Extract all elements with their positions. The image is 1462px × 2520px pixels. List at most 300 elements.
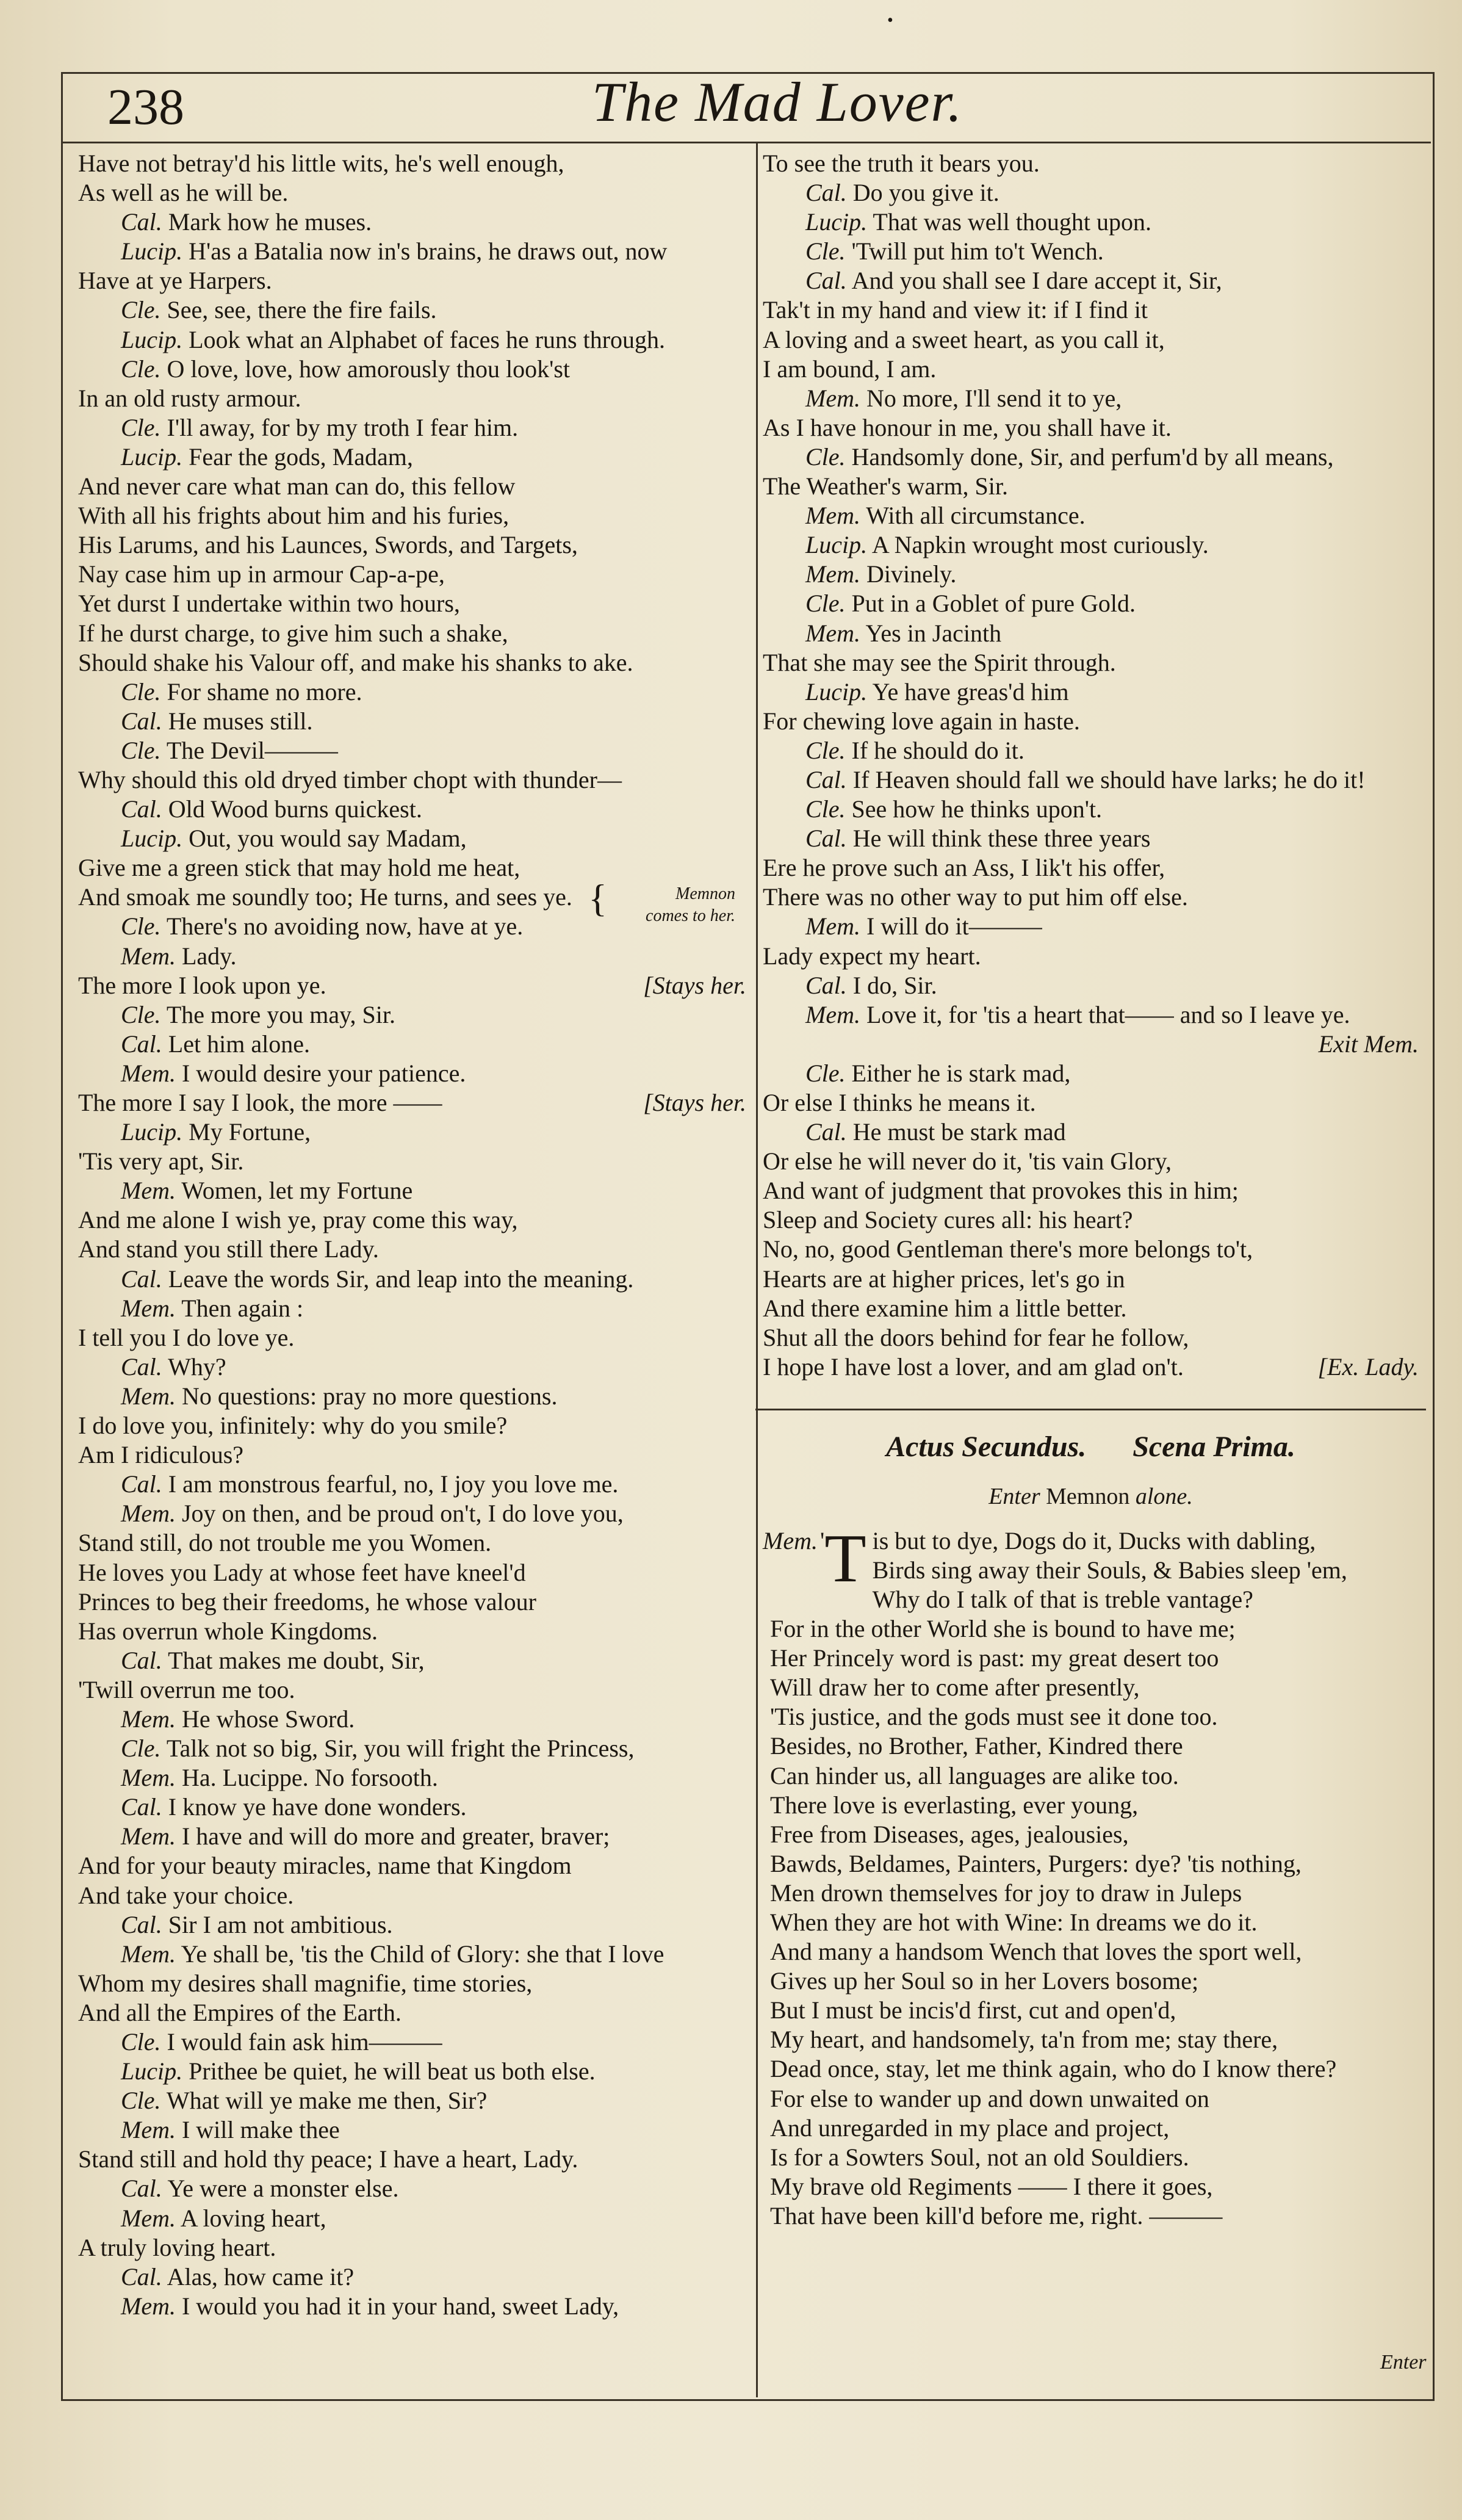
verse-line — [78, 971, 746, 1000]
speaker-name: Mem. — [121, 1382, 176, 1410]
line-text: And never care what man can do, this fellow — [78, 472, 516, 500]
verse-line: 'Tis justice, and the gods must see it done too. — [770, 1703, 1218, 1731]
verse-line — [763, 1265, 1419, 1294]
right-column-dialogue — [763, 149, 1419, 1382]
line-text: Out, you would say Madam, — [189, 825, 467, 853]
act-divider-rule — [755, 1382, 1426, 1410]
verse-line — [763, 1235, 1419, 1264]
speaker-name: Cle. — [805, 442, 846, 471]
line-text: Put in a Goblet of pure Gold. — [851, 590, 1136, 618]
line-text: I know ye have done wonders. — [168, 1793, 467, 1821]
verse-line — [78, 325, 746, 355]
verse-line: My brave old Regiments —— I there it goes, — [770, 2172, 1213, 2200]
verse-line — [78, 1000, 746, 1030]
line-text: Lady. — [181, 942, 237, 970]
line-text: And stand you still there Lady. — [78, 1235, 379, 1263]
line-text: The Devil——— — [166, 736, 338, 764]
line-text: He muses still. — [168, 707, 313, 735]
verse-line — [763, 295, 1419, 325]
speaker-name: Cal. — [805, 825, 847, 853]
verse-line — [763, 178, 1419, 208]
verse-line — [78, 2174, 746, 2203]
speaker-name: Cle. — [121, 413, 161, 441]
verse-line — [78, 1176, 746, 1205]
speaker-name: Mem. — [805, 384, 860, 412]
speaker-name: Cal. — [805, 765, 847, 793]
soliloquy-opening — [763, 1520, 1419, 1597]
verse-line — [78, 384, 746, 413]
speaker-name: Lucip. — [121, 1118, 183, 1146]
line-text: And there examine him a little better. — [763, 1294, 1127, 1322]
right-column — [763, 149, 1419, 2231]
verse-line — [763, 560, 1419, 589]
verse-line — [78, 560, 746, 589]
speaker-name: Cal. — [121, 1352, 162, 1381]
verse-line — [78, 1294, 746, 1323]
speaker-name: Cle. — [121, 1735, 161, 1763]
verse-line — [78, 1030, 746, 1059]
verse-line: For in the other World she is bound to have me; — [770, 1615, 1236, 1643]
line-text: Either he is stark mad, — [851, 1059, 1071, 1087]
verse-line — [78, 1822, 746, 1851]
verse-line: Why do I talk of that is treble vantage? — [872, 1585, 1253, 1613]
line-text: The more I look upon ye. — [78, 971, 326, 999]
line-text: I would desire your patience. — [181, 1059, 466, 1087]
verse-line — [78, 1969, 746, 1998]
line-text: Hearts are at higher prices, let's go in — [763, 1265, 1125, 1293]
verse-line — [78, 1851, 746, 1880]
line-text: Yes in Jacinth — [865, 619, 1002, 647]
line-text: A Napkin wrought most curiously. — [871, 531, 1209, 559]
verse-line — [78, 1587, 746, 1617]
speaker-name: Cal. — [121, 1470, 162, 1498]
line-text: And you shall see I dare accept it, Sir, — [851, 267, 1222, 295]
stage-direction: [Ex. Lady. — [1317, 1352, 1419, 1381]
line-text: I am monstrous fearful, no, I joy you love me. — [168, 1470, 619, 1498]
stage-direction: comes to her. — [646, 906, 735, 926]
line-text: Sir I am not ambitious. — [168, 1910, 393, 1938]
line-text: That makes me doubt, Sir, — [168, 1646, 425, 1674]
verse-line: That have been kill'd before me, right. ——— — [770, 2201, 1223, 2229]
speaker-name: Lucip. — [121, 2057, 183, 2085]
speaker-name: Cal. — [121, 1030, 162, 1058]
speaker-name: Cle. — [121, 2087, 161, 2115]
verse-line — [763, 707, 1419, 736]
line-text: Give me a green stick that may hold me heat, — [78, 854, 520, 882]
verse-line — [78, 1705, 746, 1734]
verse-line: Besides, no Brother, Father, Kindred there — [770, 1732, 1183, 1760]
line-text: The more I say I look, the more —— — [78, 1089, 442, 1116]
verse-line: And unregarded in my place and project, — [770, 2114, 1170, 2142]
line-text: If Heaven should fall we should have larks; he do it! — [852, 765, 1366, 793]
verse-line — [78, 824, 746, 853]
line-text: 'Twill overrun me too. — [78, 1675, 295, 1703]
speaker-name: Cal. — [121, 2262, 162, 2291]
verse-line — [78, 1998, 746, 2027]
line-text: Mark how he muses. — [168, 208, 372, 236]
line-text: What will ye make me then, Sir? — [166, 2087, 488, 2115]
line-text: There's no avoiding now, have at ye. — [166, 912, 524, 940]
catchword: Enter — [1380, 2351, 1427, 2374]
verse-line — [763, 149, 1419, 178]
verse-line — [78, 589, 746, 618]
verse-line — [763, 1117, 1419, 1147]
line-text: Let him alone. — [168, 1030, 310, 1058]
verse-line — [78, 442, 746, 472]
line-text: He must be stark mad — [852, 1118, 1066, 1146]
verse-line — [78, 648, 746, 677]
speaker-name: Cal. — [121, 1793, 162, 1821]
verse-line — [78, 1382, 746, 1411]
verse-line: And many a handsom Wench that loves the sport well, — [770, 1938, 1302, 1966]
line-text: For shame no more. — [167, 677, 362, 706]
line-text: And take your choice. — [78, 1881, 294, 1909]
verse-line: Gives up her Soul so in her Lovers bosome; — [770, 1967, 1199, 1995]
entry-verb: Enter — [988, 1483, 1040, 1509]
speaker-name: Mem. — [805, 502, 860, 530]
verse-line — [78, 2233, 746, 2262]
verse-line — [763, 912, 1419, 941]
line-text: Or else he will never do it, 'tis vain Glory, — [763, 1147, 1172, 1175]
speaker-name: Cle. — [121, 296, 161, 324]
act-title: Actus Secundus. — [886, 1430, 1087, 1463]
line-text: I am bound, I am. — [763, 355, 937, 383]
line-text: Then again : — [181, 1294, 304, 1322]
line-text: O love, love, how amorously thou look'st — [167, 355, 571, 383]
verse-line — [763, 413, 1419, 442]
line-text: A loving and a sweet heart, as you call it, — [763, 325, 1165, 353]
speaker-name: Cal. — [121, 1910, 162, 1938]
entry-rest: alone. — [1135, 1483, 1193, 1509]
line-text: I hope I have lost a lover, and am glad on't. — [763, 1352, 1184, 1381]
verse-line — [78, 2115, 746, 2145]
line-text: To see the truth it bears you. — [763, 150, 1040, 177]
line-text: No more, I'll send it to ye, — [866, 384, 1122, 412]
line-text: Handsomly done, Sir, and perfum'd by all means, — [851, 442, 1334, 471]
speaker-name: Cle. — [805, 590, 846, 618]
speaker-name: Cal. — [121, 795, 162, 823]
line-text: And smoak me soundly too; He turns, and sees ye. — [78, 883, 572, 911]
line-text: Look what an Alphabet of faces he runs through. — [189, 325, 666, 353]
verse-line — [763, 1205, 1419, 1235]
line-text: Talk not so big, Sir, you will fright the Princess, — [166, 1735, 635, 1763]
speaker-name: Mem. — [121, 2292, 176, 2320]
speaker-name: Mem. — [121, 1705, 176, 1733]
verse-line: For else to wander up and down unwaited on — [770, 2084, 1209, 2112]
speaker-name: Mem. — [805, 1000, 860, 1028]
speaker-name: Lucip. — [805, 531, 868, 559]
verse-line — [763, 1000, 1419, 1030]
verse-line — [78, 707, 746, 736]
line-text: 'Twill put him to't Wench. — [851, 237, 1104, 265]
verse-line — [78, 1323, 746, 1352]
line-text: There was no other way to put him off else. — [763, 883, 1188, 911]
speaker-name: Lucip. — [121, 237, 183, 265]
line-text: As well as he will be. — [78, 179, 289, 207]
verse-line — [78, 1646, 746, 1675]
verse-line — [763, 942, 1419, 971]
running-title: The Mad Lover. — [592, 71, 963, 133]
speaker-name: Cal. — [121, 1646, 162, 1674]
verse-line — [763, 1323, 1419, 1352]
speaker-name: Mem. — [121, 1294, 176, 1322]
line-text: Old Wood burns quickest. — [168, 795, 422, 823]
opening-quote: ' — [819, 1526, 825, 1554]
verse-line — [78, 1147, 746, 1176]
line-text: Ye were a monster else. — [167, 2175, 399, 2203]
line-text: And all the Empires of the Earth. — [78, 1998, 402, 2026]
line-text: Do you give it. — [852, 179, 999, 207]
speaker-name: Cal. — [805, 179, 847, 207]
verse-line — [763, 208, 1419, 237]
verse-line — [763, 266, 1419, 295]
line-text: Why? — [168, 1352, 226, 1381]
verse-line — [78, 413, 746, 442]
line-text: If he should do it. — [851, 736, 1024, 764]
speaker-name: Lucip. — [121, 325, 183, 353]
speaker-name: Mem. — [121, 1500, 176, 1528]
line-text: Tak't in my hand and view it: if I find it — [763, 296, 1148, 324]
verse-line — [78, 1734, 746, 1763]
line-text: I would you had it in your hand, sweet Lady, — [181, 2292, 619, 2320]
line-text: Nay case him up in armour Cap-a-pe, — [78, 560, 445, 588]
speaker-name: Cle. — [121, 2028, 161, 2056]
verse-line — [78, 178, 746, 208]
verse-line — [78, 1675, 746, 1705]
speaker-name: Mem. — [805, 912, 860, 940]
line-text: H'as a Batalia now in's brains, he draws out, now — [189, 237, 668, 265]
verse-line — [78, 1088, 746, 1117]
verse-line — [763, 853, 1419, 883]
line-text: That she may see the Spirit through. — [763, 648, 1116, 676]
verse-line — [78, 765, 746, 795]
verse-line — [78, 1910, 746, 1940]
verse-line — [78, 853, 746, 883]
verse-line — [78, 1059, 746, 1088]
line-text: See, see, there the fire fails. — [167, 296, 437, 324]
verse-line — [763, 971, 1419, 1000]
line-text: He will think these three years — [852, 825, 1151, 853]
soliloquy — [763, 1520, 1419, 2231]
verse-line — [78, 1352, 746, 1382]
verse-line — [78, 619, 746, 648]
verse-line — [763, 795, 1419, 824]
speaker-name: Cle. — [121, 912, 161, 940]
verse-line — [763, 1147, 1419, 1176]
line-text: Joy on then, and be proud on't, I do love you, — [181, 1500, 624, 1528]
speaker-name: Lucip. — [805, 677, 868, 706]
line-text: Why should this old dryed timber chopt with thunder— — [78, 765, 622, 793]
verse-line — [763, 619, 1419, 648]
speaker-name: Cle. — [121, 736, 161, 764]
drop-cap: T — [824, 1520, 866, 1597]
speaker-name: Mem. — [121, 942, 176, 970]
verse-line — [78, 237, 746, 266]
speaker-name: Mem. — [805, 560, 860, 588]
verse-line — [763, 472, 1419, 501]
line-text: Ye have greas'd him — [872, 677, 1069, 706]
verse-line — [78, 1940, 746, 1969]
verse-line: My heart, and handsomely, ta'n from me; stay there, — [770, 2026, 1278, 2054]
line-text: No questions: pray no more questions. — [181, 1382, 558, 1410]
line-text: His Larums, and his Launces, Swords, and Targets, — [78, 531, 578, 559]
verse-line — [763, 648, 1419, 677]
line-text: Shut all the doors behind for fear he follow, — [763, 1323, 1189, 1351]
verse-line — [763, 530, 1419, 560]
verse-line — [78, 1440, 746, 1470]
verse-line: Bawds, Beldames, Painters, Purgers: dye? 'tis nothing, — [770, 1849, 1302, 1877]
verse-line — [78, 1617, 746, 1646]
verse-line — [78, 795, 746, 824]
verse-line — [78, 677, 746, 707]
verse-line — [78, 472, 746, 501]
verse-line — [78, 1763, 746, 1793]
printers-mark: • — [887, 11, 893, 30]
line-text: With all his frights about him and his furies, — [78, 502, 510, 530]
verse-line — [763, 237, 1419, 266]
line-text: I tell you I do love ye. — [78, 1323, 295, 1351]
page-number: 238 — [107, 79, 184, 135]
stage-entry — [763, 1481, 1419, 1512]
header-rule — [61, 142, 1431, 143]
line-text: The more you may, Sir. — [166, 1000, 395, 1028]
verse-line — [78, 208, 746, 237]
line-text: Sleep and Society cures all: his heart? — [763, 1206, 1133, 1234]
line-text: Princes to beg their freedoms, he whose valour — [78, 1587, 536, 1616]
line-text: I do, Sir. — [852, 971, 937, 999]
line-text: In an old rusty armour. — [78, 384, 301, 412]
verse-line — [78, 149, 746, 178]
verse-line: Will draw her to come after presently, — [770, 1673, 1140, 1702]
verse-line — [763, 824, 1419, 853]
verse-line: Free from Diseases, ages, jealousies, — [770, 1820, 1129, 1848]
soliloquy-line-1: is but to dye, Dogs do it, Ducks with dabling, — [872, 1526, 1316, 1554]
verse-line — [78, 1528, 746, 1558]
speaker-name: Lucip. — [121, 442, 183, 471]
speaker-name: Cle. — [121, 677, 161, 706]
verse-line — [763, 589, 1419, 618]
verse-line — [78, 266, 746, 295]
line-text: Have at ye Harpers. — [78, 267, 272, 295]
speaker-name: Mem. — [121, 1764, 176, 1792]
line-text: Ere he prove such an Ass, I lik't his offer, — [763, 854, 1165, 882]
verse-line — [763, 1088, 1419, 1117]
line-text: No, no, good Gentleman there's more belongs to't, — [763, 1235, 1253, 1263]
speaker-name: Cle. — [805, 1059, 846, 1087]
verse-line — [763, 501, 1419, 530]
line-text: Yet durst I undertake within two hours, — [78, 590, 460, 618]
line-text: That was well thought upon. — [873, 208, 1152, 236]
verse-line — [763, 355, 1419, 384]
stage-direction: [Stays her. — [643, 971, 746, 999]
line-text: I will make thee — [181, 2116, 340, 2144]
left-column — [78, 149, 746, 2321]
verse-line — [78, 2262, 746, 2292]
stage-direction: Memnon — [675, 884, 735, 904]
verse-line — [78, 1881, 746, 1910]
verse-line — [763, 384, 1419, 413]
line-text: Women, let my Fortune — [181, 1177, 413, 1205]
speaker-name: Cle. — [121, 355, 161, 383]
verse-line: But I must be incis'd first, cut and open'd, — [770, 1996, 1176, 2024]
verse-line — [78, 2292, 746, 2321]
soliloquy-lines — [763, 1585, 1419, 2231]
verse-line — [78, 2027, 746, 2057]
verse-line — [78, 1235, 746, 1264]
line-text: Ha. Lucippe. No forsooth. — [181, 1764, 438, 1792]
line-text: He loves you Lady at whose feet have kneel'd — [78, 1558, 526, 1586]
verse-line: Men drown themselves for joy to draw in Juleps — [770, 1879, 1242, 1907]
line-text: As I have honour in me, you shall have it. — [763, 413, 1172, 441]
verse-line — [763, 883, 1419, 912]
line-text: Has overrun whole Kingdoms. — [78, 1617, 378, 1645]
verse-line: Her Princely word is past: my great desert too — [770, 1644, 1219, 1672]
act-heading — [763, 1428, 1419, 1467]
verse-line: Can hinder us, all languages are alike too. — [770, 1761, 1179, 1789]
verse-line: Is for a Sowters Soul, not an old Souldiers. — [770, 2143, 1189, 2171]
line-text: The Weather's warm, Sir. — [763, 472, 1009, 500]
stage-direction: [Stays her. — [643, 1089, 746, 1116]
verse-line — [78, 736, 746, 765]
line-text: I have and will do more and greater, braver; — [181, 1822, 610, 1850]
line-text: 'Tis very apt, Sir. — [78, 1147, 244, 1175]
verse-line — [78, 2204, 746, 2233]
verse-line — [763, 736, 1419, 765]
verse-line — [78, 1793, 746, 1822]
verse-line — [763, 765, 1419, 795]
line-text: Alas, how came it? — [167, 2262, 355, 2291]
column-divider — [756, 142, 758, 2397]
line-text: Lady expect my heart. — [763, 942, 981, 970]
speaker-name: Cal. — [121, 707, 162, 735]
line-text: Divinely. — [866, 560, 957, 588]
speaker-name: Mem. — [121, 1177, 176, 1205]
line-text: Stand still and hold thy peace; I have a heart, Lady. — [78, 2145, 578, 2173]
line-text: I'll away, for by my troth I fear him. — [167, 413, 519, 441]
line-text: Prithee be quiet, he will beat us both else. — [189, 2057, 596, 2085]
line-text: If he durst charge, to give him such a shake, — [78, 619, 508, 647]
verse-line — [78, 1265, 746, 1294]
entry-character: Memnon — [1046, 1483, 1130, 1509]
line-text: Am I ridiculous? — [78, 1441, 244, 1469]
speaker-name: Cle. — [805, 237, 846, 265]
speaker-name: Mem. — [121, 1822, 176, 1850]
verse-line — [78, 942, 746, 971]
speaker-name: Cle. — [121, 1000, 161, 1028]
speaker-name: Cal. — [121, 1265, 162, 1293]
verse-line — [78, 530, 746, 560]
verse-line: Dead once, stay, let me think again, who do I know there? — [770, 2055, 1337, 2083]
line-text: And me alone I wish ye, pray come this way, — [78, 1206, 518, 1234]
verse-line: When they are hot with Wine: In dreams we do it. — [770, 1908, 1258, 1936]
line-text: Or else I thinks he means it. — [763, 1089, 1036, 1116]
verse-line — [78, 2086, 746, 2115]
line-text: And want of judgment that provokes this in him; — [763, 1177, 1239, 1205]
speaker-name: Mem. — [121, 2204, 176, 2232]
line-text: Leave the words Sir, and leap into the meaning. — [168, 1265, 634, 1293]
verse-line — [763, 1294, 1419, 1323]
brace-mark: { — [588, 876, 607, 920]
speaker-name: Mem. — [121, 1940, 176, 1968]
speaker-name: Mem. — [121, 2116, 176, 2144]
speaker-name: Cal. — [121, 208, 162, 236]
verse-line — [78, 1205, 746, 1235]
verse-line — [763, 1176, 1419, 1205]
line-text: With all circumstance. — [866, 502, 1086, 530]
line-text: I would fain ask him——— — [167, 2028, 442, 2056]
speaker-name: Lucip. — [805, 208, 868, 236]
line-text: Should shake his Valour off, and make his shanks to ake. — [78, 648, 633, 676]
